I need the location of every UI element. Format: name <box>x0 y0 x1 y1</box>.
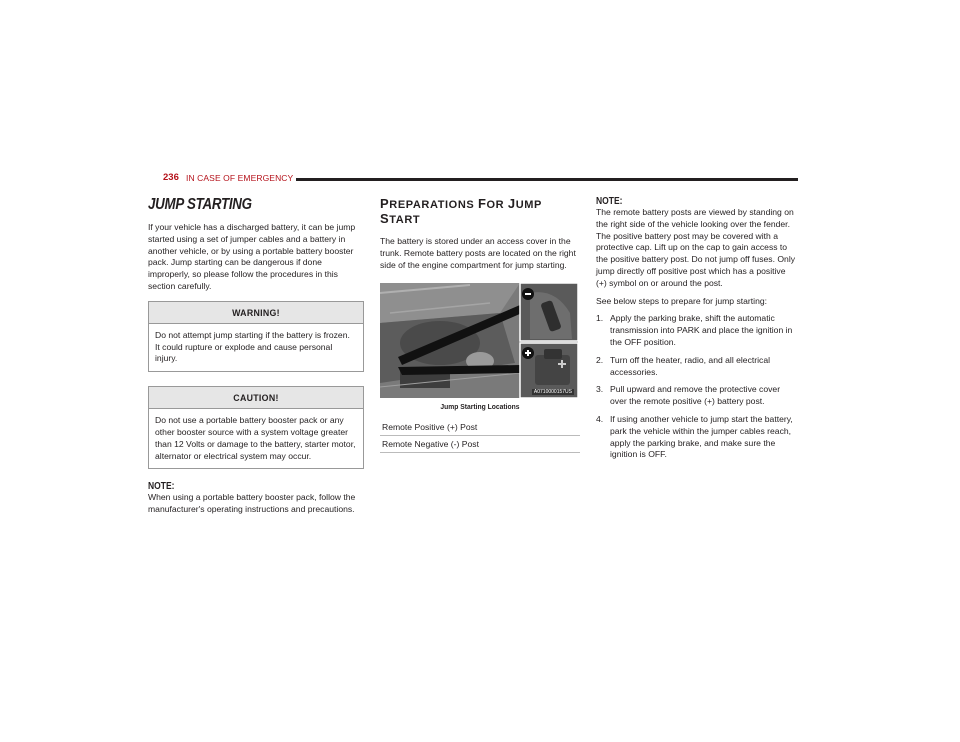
preparations-intro: The battery is stored under an access cover in the trunk. Remote battery posts are located on the right side of the engine compartment for jump starting. <box>380 236 576 270</box>
step-text: Turn off the heater, radio, and all electrical accessories. <box>610 354 771 377</box>
caution-box <box>148 386 364 469</box>
step-number: 4. <box>596 413 604 424</box>
heading-rest: TART <box>389 214 421 226</box>
heading-cap: F <box>477 196 487 211</box>
section-title: IN CASE OF EMERGENCY <box>186 172 294 183</box>
heading-rest: UMP <box>515 199 542 211</box>
caution-body: Do not use a portable battery booster pack or any other booster source with a system voltage greater than 12 Volts or damage to the battery, starter motor, alternator or electrical system may occur. <box>155 415 356 461</box>
heading-rest: OR <box>486 199 508 211</box>
engine-illustration <box>380 283 578 398</box>
engine-compartment-figure <box>380 283 578 398</box>
steps-list <box>596 313 798 461</box>
header-rule <box>296 178 798 181</box>
step-item <box>596 384 798 408</box>
step-number: 2. <box>596 354 604 365</box>
note-label: NOTE: <box>148 481 175 493</box>
heading-cap: J <box>507 196 516 211</box>
steps-intro: See below steps to prepare for jump starting: <box>596 295 768 306</box>
legend-item: Remote Positive (+) Post <box>380 419 580 436</box>
warning-title: WARNING! <box>149 302 363 324</box>
step-item <box>596 414 798 461</box>
page-number: 236 <box>163 172 179 183</box>
heading-jump-starting: JUMP STARTING <box>148 196 252 213</box>
step-number: 3. <box>596 384 604 395</box>
warning-box <box>148 301 364 372</box>
step-item <box>596 355 798 379</box>
page-header <box>163 172 798 186</box>
heading-cap: P <box>380 196 390 211</box>
step-item <box>596 313 798 348</box>
intro-paragraph: If your vehicle has a discharged battery, it can be jump started using a set of jumper cables and a battery in another vehicle, or by using a portable battery booster pack. Jump starting can be dangerous if done improperly, so please follow the procedures in this section carefully. <box>148 222 356 291</box>
heading-rest: REPARATIONS <box>389 199 478 211</box>
step-number: 1. <box>596 313 604 324</box>
note-body: The remote battery posts are viewed by standing on the right side of the vehicle looking over the fender. The positive battery post may be covered with a protective cap. Lift up on the cap to gain access to the positive battery post. Do not jump off fuses. Only jump directly off positive post which has a positive (+) symbol on or around the post. <box>596 207 796 288</box>
heading-preparations <box>380 196 580 226</box>
step-text: If using another vehicle to jump start the battery, park the vehicle within the jumper cables reach, apply the parking brake, and make sure the ignition is OFF. <box>610 413 793 460</box>
column-middle <box>380 196 580 453</box>
heading-cap: S <box>380 211 390 226</box>
step-text: Pull upward and remove the protective cover over the remote positive (+) battery post. <box>610 384 781 407</box>
note-body: When using a portable battery booster pack, follow the manufacturer's operating instructions and precautions. <box>148 492 356 515</box>
figure-caption: Jump Starting Locations <box>440 402 520 412</box>
warning-body: Do not attempt jump starting if the battery is frozen. It could rupture or explode and cause personal injury. <box>155 329 350 364</box>
figure-legend <box>380 419 580 453</box>
column-right <box>596 196 798 467</box>
column-left <box>148 196 364 522</box>
figure-code: A0710000157US <box>533 389 572 396</box>
step-text: Apply the parking brake, shift the automatic transmission into PARK and place the ignition in the OFF position. <box>610 313 793 347</box>
legend-item: Remote Negative (-) Post <box>380 436 580 453</box>
caution-title: CAUTION! <box>149 387 363 409</box>
note-label: NOTE: <box>596 196 623 207</box>
